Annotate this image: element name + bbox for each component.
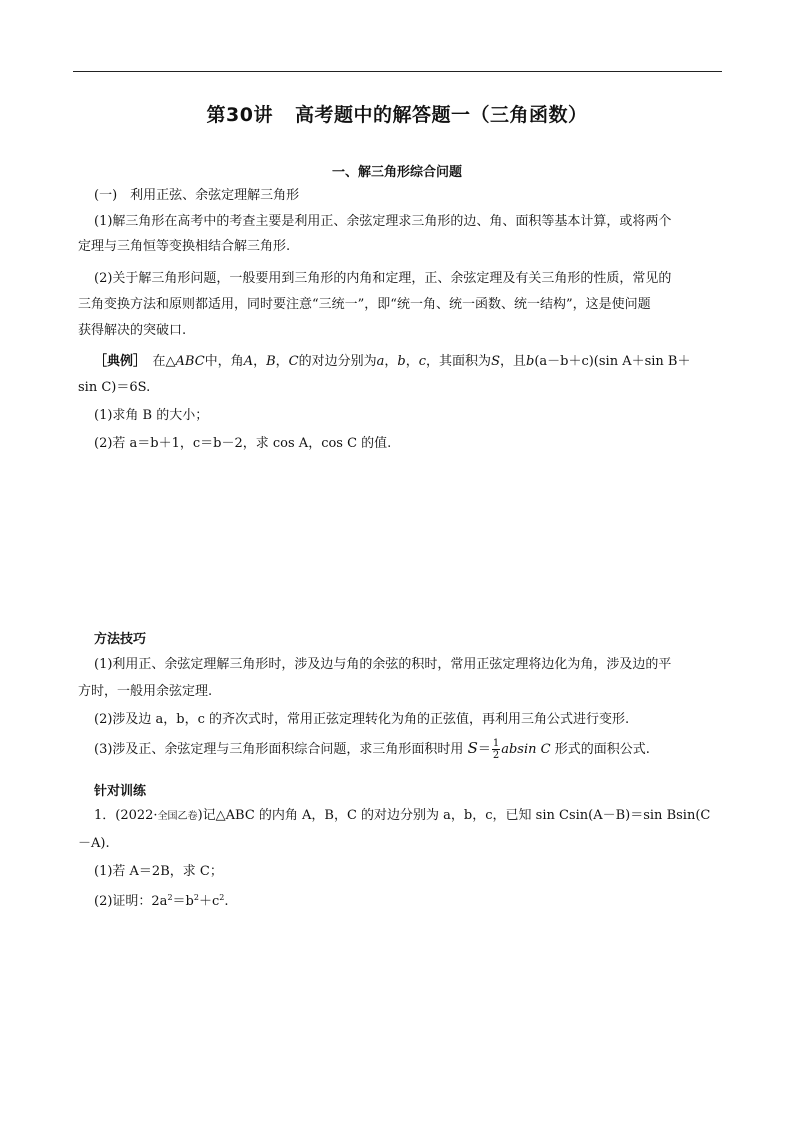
fraction-numerator: 1 — [492, 738, 500, 749]
example-expr: (a－b＋c)(sin A＋sin B＋ — [534, 354, 691, 369]
example-var: C — [288, 354, 299, 369]
training-item-prefix: 1．(2022· — [94, 808, 158, 823]
example-text: ， — [405, 354, 419, 369]
methods-m3-text: (3)涉及正、余弦定理与三角形面积综合问题，求三角形面积时用 — [94, 742, 464, 757]
methods-m3 — [94, 738, 650, 761]
formula-fraction — [492, 738, 500, 761]
methods-m3-tail: 形式的面积公式. — [554, 742, 650, 757]
part1-p2-line1: (2)关于解三角形问题，一般要用到三角形的内角和定理，正、余弦定理及有关三角形的性质，常见的 — [94, 271, 672, 286]
header-rule — [73, 71, 722, 72]
part1-heading: (一) 利用正弦、余弦定理解三角形 — [94, 188, 300, 203]
example-var: S — [491, 354, 500, 369]
example-text: ，且 — [499, 354, 526, 369]
q2-text: . — [224, 894, 229, 909]
part1-p1-line2: 定理与三角恒等变换相结合解三角形. — [78, 239, 291, 254]
formula-eq: ＝ — [477, 742, 491, 757]
training-heading: 针对训练 — [94, 784, 147, 799]
training-item1-line1 — [94, 806, 710, 827]
training-source: 全国乙卷 — [157, 811, 198, 822]
example-text: ，其面积为 — [426, 354, 492, 369]
training-item-text: )记△ABC 的内角 A，B，C 的对边分别为 a，b，c，已知 sin Csin(A－B)＝sin Bsin(C — [197, 808, 711, 823]
methods-m1-line1: (1)利用正、余弦定理解三角形时，涉及边与角的余弦的积时，常用正弦定理将边化为角，涉及边的平 — [94, 657, 672, 672]
methods-m2: (2)涉及边 a，b，c 的齐次式时，常用正弦定理转化为角的正弦值，再利用三角公式进行变形. — [94, 712, 630, 727]
part1-p2-line3: 获得解决的突破口. — [78, 323, 187, 338]
q2-exponent: 2 — [167, 893, 173, 902]
example-text: 的对边分别为 — [298, 354, 377, 369]
example-text: 中，角 — [204, 354, 244, 369]
example-q2: (2)若 a＝b＋1，c＝b－2，求 cos A，cos C 的值. — [94, 436, 392, 451]
part1-p2-line2: 三角变换方法和原则都适用，同时要注意“三统一”，即“统一角、统一函数、统一结构”，这是使问题 — [78, 297, 651, 312]
formula-S: S — [467, 739, 478, 757]
q2-exponent: 2 — [193, 893, 199, 902]
lecture-title: 高考题中的解答题一（三角函数） — [294, 104, 588, 126]
example-var: a — [376, 354, 385, 369]
methods-m1-line2: 方时，一般用余弦定理. — [78, 684, 213, 699]
example-var: b — [525, 354, 535, 369]
training-q2 — [94, 888, 228, 912]
example-label: ［典例］ — [94, 354, 140, 369]
example-text: ， — [253, 354, 267, 369]
example-line2: sin C)＝6S. — [78, 380, 151, 395]
fraction-denominator: 2 — [492, 750, 500, 761]
example-var: A — [243, 354, 254, 369]
training-q1: (1)若 A＝2B，求 C； — [94, 864, 223, 879]
q2-text: ＝b — [172, 894, 194, 909]
example-text: ， — [275, 354, 289, 369]
example-text: 在△ — [152, 354, 176, 369]
section-heading: 一、解三角形综合问题 — [331, 165, 462, 180]
example-var: b — [397, 354, 406, 369]
page-title — [0, 100, 794, 127]
q2-text: ＋c — [198, 894, 220, 909]
methods-heading: 方法技巧 — [94, 632, 147, 647]
example-text: ， — [384, 354, 398, 369]
example-var: B — [266, 354, 276, 369]
example-var: c — [418, 354, 427, 369]
example-var: ABC — [175, 354, 205, 369]
q2-exponent: 2 — [219, 893, 225, 902]
example-q1: (1)求角 B 的大小； — [94, 408, 209, 423]
lecture-number: 第30讲 — [206, 104, 273, 126]
example-line1 — [94, 352, 691, 372]
formula-rest: absin C — [501, 742, 551, 757]
q2-text: (2)证明：2a — [94, 894, 168, 909]
training-item1-line2: －A). — [78, 836, 110, 851]
part1-p1-line1: (1)解三角形在高考中的考查主要是利用正、余弦定理求三角形的边、角、面积等基本计算，或将两个 — [94, 214, 672, 229]
